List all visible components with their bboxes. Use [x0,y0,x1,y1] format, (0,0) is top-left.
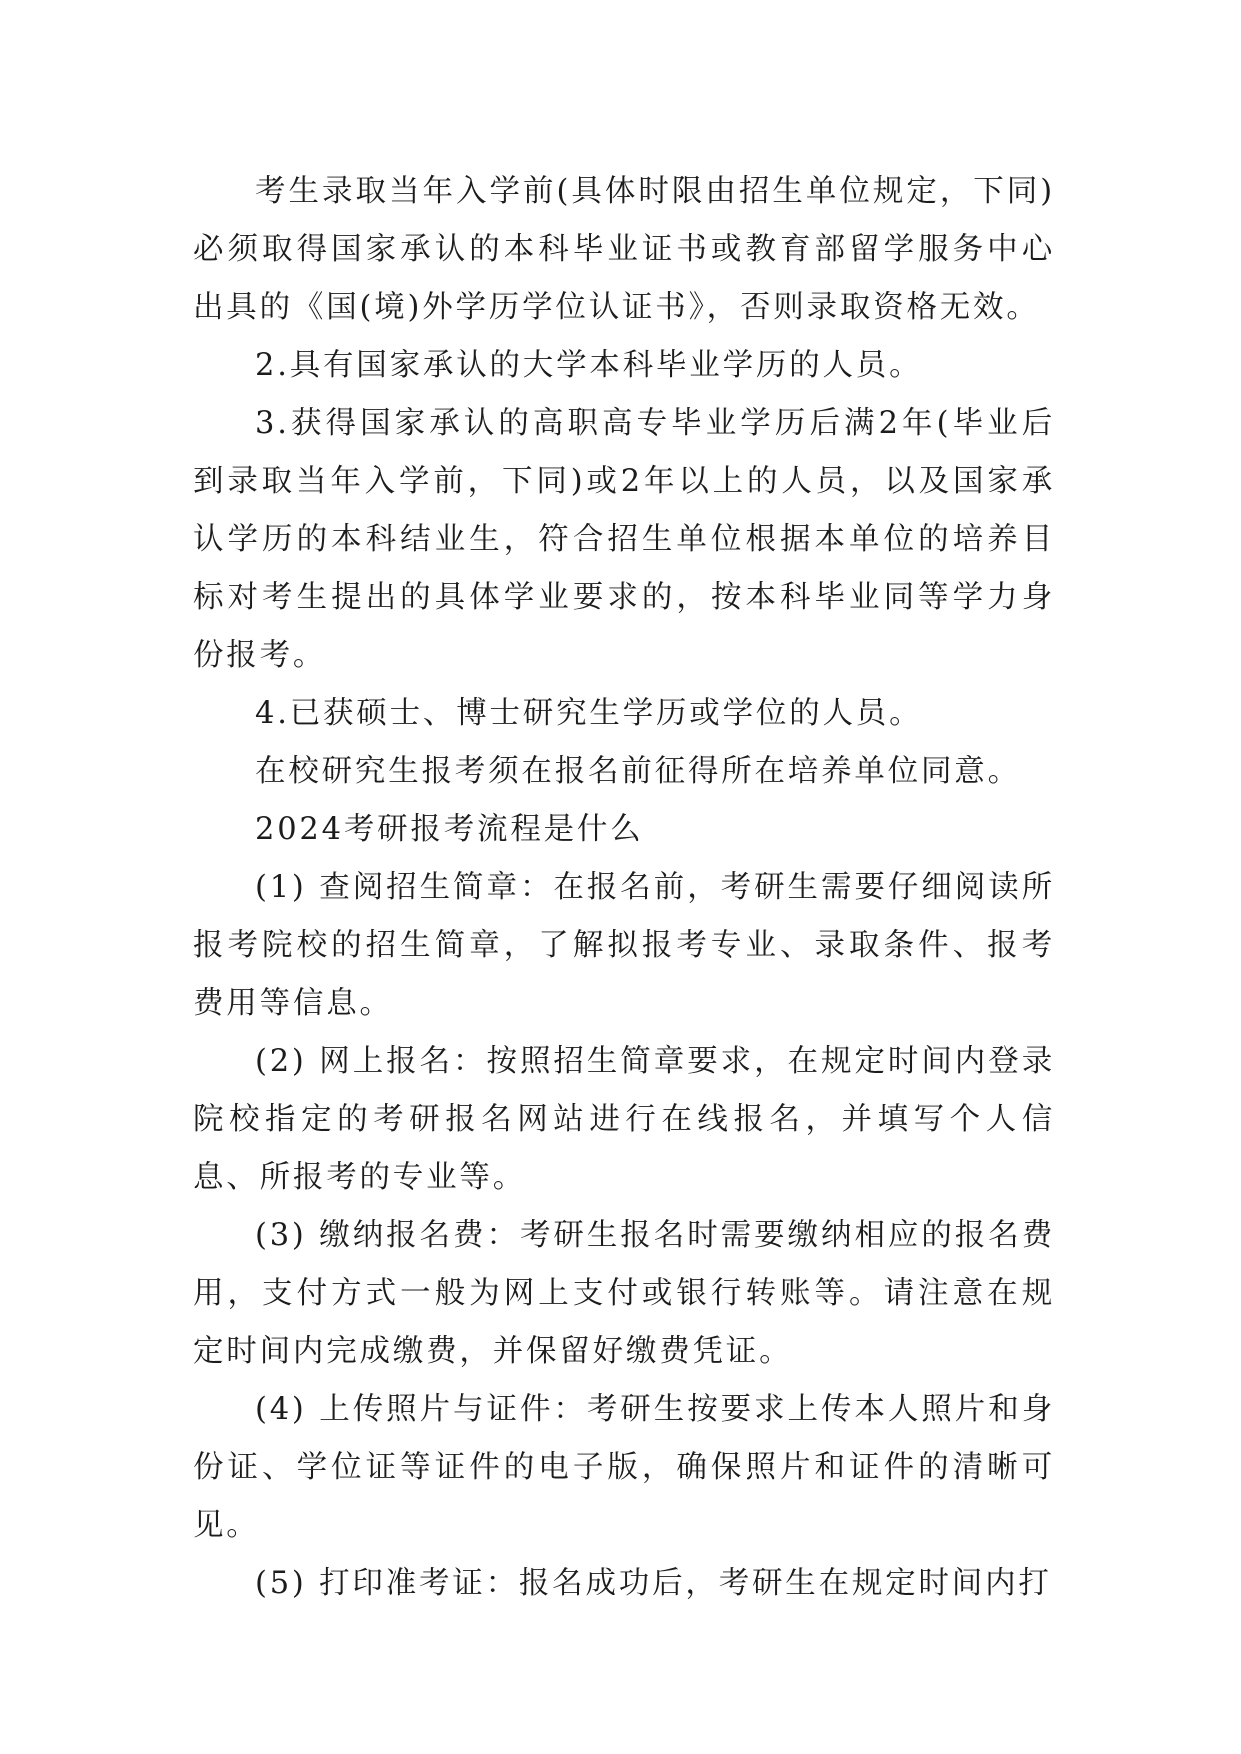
paragraph-current-students: 在校研究生报考须在报名前征得所在培养单位同意。 [255,754,1021,789]
section-heading-process: 2024考研报考流程是什么 [255,812,644,847]
paragraph-step-4: (4) 上传照片与证件：考研生按要求上传本人照片和身份证、学位证等证件的电子版，确保照片和证件的清晰可见。 [193,1392,1055,1543]
paragraph-admission-deadline: 考生录取当年入学前(具体时限由招生单位规定，下同)必须取得国家承认的本科毕业证书或教育部留学服务中心出具的《国(境)外学历学位认证书》，否则录取资格无效。 [193,174,1055,325]
paragraph-item-4: 4.已获硕士、博士研究生学历或学位的人员。 [255,696,923,731]
paragraph-step-2: (2) 网上报名：按照招生简章要求，在规定时间内登录院校指定的考研报名网站进行在线报名，并填写个人信息、所报考的专业等。 [193,1044,1055,1195]
paragraph-step-3: (3) 缴纳报名费：考研生报名时需要缴纳相应的报名费用，支付方式一般为网上支付或银行转账等。请注意在规定时间内完成缴费，并保留好缴费凭证。 [193,1218,1055,1369]
paragraph-step-1: (1) 查阅招生简章：在报名前，考研生需要仔细阅读所报考院校的招生简章，了解拟报考专业、录取条件、报考费用等信息。 [193,870,1055,1021]
document-body [193,163,1055,1613]
paragraph-item-3: 3.获得国家承认的高职高专毕业学历后满2年(毕业后到录取当年入学前，下同)或2年以上的人员，以及国家承认学历的本科结业生，符合招生单位根据本单位的培养目标对考生提出的具体学业要求的，按本科毕业同等学力身份报考。 [193,406,1055,673]
paragraph-item-2: 2.具有国家承认的大学本科毕业学历的人员。 [255,348,923,383]
paragraph-step-5: (5) 打印准考证：报名成功后，考研生在规定时间内打 [255,1566,1052,1601]
